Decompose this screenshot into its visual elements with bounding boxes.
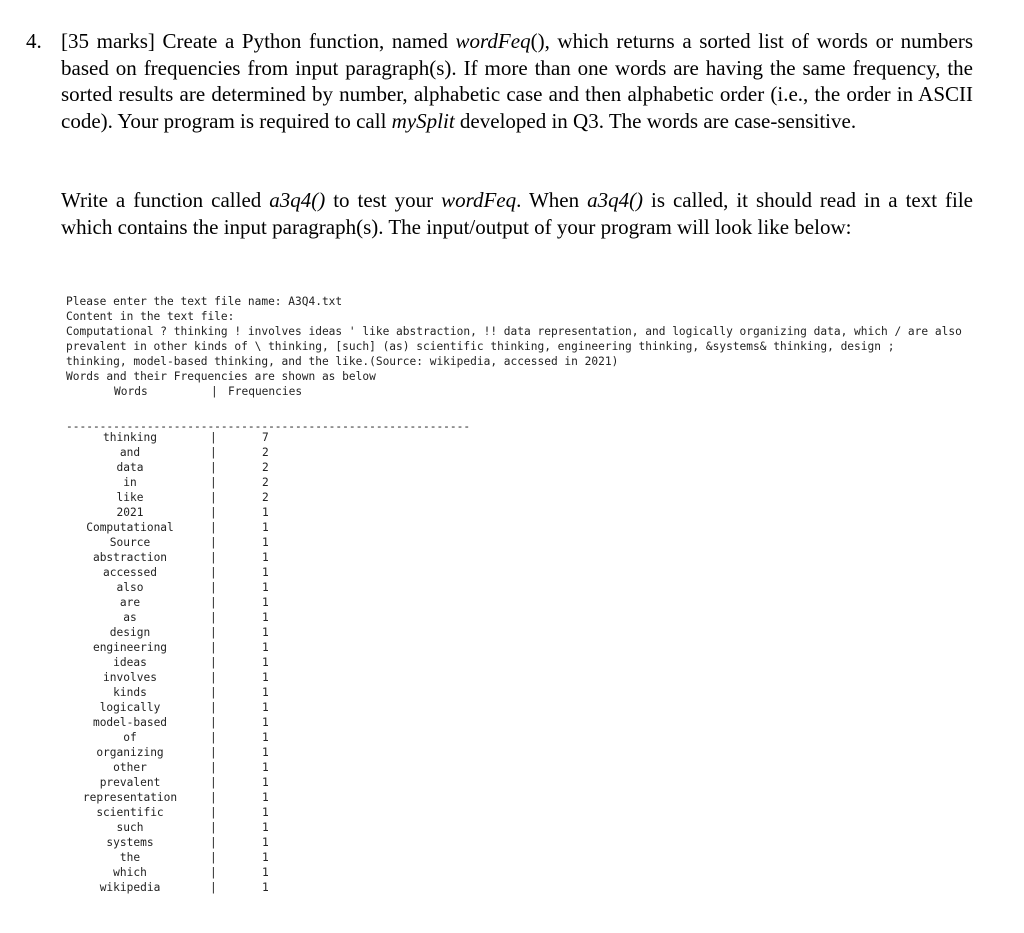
- word-cell: wikipedia: [99, 881, 161, 894]
- word-cell: design: [109, 626, 151, 639]
- frequency-cell: 1: [262, 581, 269, 594]
- prompt-line: Please enter the text file name: A3Q4.txt: [66, 295, 343, 308]
- column-separator: |: [210, 596, 217, 609]
- column-separator: |: [210, 656, 217, 669]
- frequency-cell: 1: [262, 536, 269, 549]
- word-cell: data: [116, 461, 144, 474]
- word-cell: are: [119, 596, 141, 609]
- word-cell: other: [113, 761, 147, 774]
- word-cell: organizing: [96, 746, 164, 759]
- column-separator: |: [210, 446, 217, 459]
- column-separator: |: [210, 701, 217, 714]
- column-separator: |: [210, 461, 217, 474]
- word-cell: also: [116, 581, 144, 594]
- column-separator: |: [210, 881, 217, 894]
- column-separator: |: [210, 776, 217, 789]
- word-cell: the: [119, 851, 141, 864]
- frequency-cell: 7: [262, 431, 269, 444]
- word-cell: involves: [103, 671, 157, 684]
- column-separator: |: [210, 686, 217, 699]
- word-cell: logically: [99, 701, 161, 714]
- code-identifier: mySplit: [391, 108, 455, 133]
- column-separator: |: [210, 836, 217, 849]
- word-cell: of: [123, 731, 137, 744]
- word-cell: representation: [82, 791, 178, 804]
- words-intro: Words and their Frequencies are shown as below: [66, 370, 376, 383]
- word-cell: like: [116, 491, 144, 504]
- paragraph-text: . When: [516, 188, 588, 212]
- question-paragraph-2: [61, 187, 973, 240]
- word-cell: scientific: [96, 806, 164, 819]
- frequency-cell: 1: [262, 671, 269, 684]
- header-frequencies: Frequencies: [228, 385, 303, 398]
- frequency-cell: 1: [262, 791, 269, 804]
- frequency-cell: 1: [262, 851, 269, 864]
- paragraph-text: [35 marks] Create a Python function, named: [61, 29, 456, 53]
- word-cell: 2021: [116, 506, 144, 519]
- header-separator: |: [211, 385, 218, 398]
- column-separator: |: [210, 536, 217, 549]
- word-cell: abstraction: [92, 551, 168, 564]
- word-cell: as: [123, 611, 137, 624]
- word-cell: which: [113, 866, 147, 879]
- column-separator: |: [210, 491, 217, 504]
- frequency-cell: 1: [262, 596, 269, 609]
- file-content-line-2: thinking, model-based thinking, and the like.(Source: wikipedia, accessed in 2021): [66, 355, 619, 368]
- word-cell: such: [116, 821, 144, 834]
- frequency-cell: 1: [262, 776, 269, 789]
- frequency-cell: 2: [262, 446, 269, 459]
- frequency-cell: 1: [262, 731, 269, 744]
- paragraph-text: to test your: [325, 188, 442, 212]
- code-identifier: wordFeq: [441, 188, 517, 212]
- frequency-cell: 2: [262, 461, 269, 474]
- column-separator: |: [210, 506, 217, 519]
- frequency-cell: 1: [262, 551, 269, 564]
- column-separator: |: [210, 431, 217, 444]
- column-separator: |: [210, 521, 217, 534]
- word-cell: prevalent: [99, 776, 161, 789]
- word-cell: systems: [106, 836, 154, 849]
- frequency-cell: 1: [262, 566, 269, 579]
- column-separator: |: [210, 641, 217, 654]
- frequency-cell: 1: [262, 506, 269, 519]
- word-cell: model-based: [92, 716, 168, 729]
- column-separator: |: [210, 716, 217, 729]
- frequency-cell: 2: [262, 491, 269, 504]
- program-output: [66, 294, 976, 894]
- column-separator: |: [210, 671, 217, 684]
- frequency-cell: 1: [262, 656, 269, 669]
- paragraph-text: (), which returns a sorted list of words or numbers based on frequencies from input paragraph(s). If more than one words are having the same frequency, the sorted results are determined by number, alphabetic case and then alphabetic order (i.e., the order in ASCII code). Your program is required to call: [61, 29, 974, 133]
- word-cell: engineering: [92, 641, 168, 654]
- column-separator: |: [210, 611, 217, 624]
- question-number: 4.: [26, 29, 42, 53]
- frequency-cell: 1: [262, 641, 269, 654]
- paragraph-text: is called, it should read in a text file which contains the input paragraph(s). The input/output of your program will look like below:: [61, 188, 974, 239]
- column-separator: |: [210, 821, 217, 834]
- code-identifier: a3q4(): [269, 188, 326, 212]
- column-separator: |: [210, 581, 217, 594]
- column-separator: |: [210, 551, 217, 564]
- column-separator: |: [210, 761, 217, 774]
- table-header: [66, 384, 976, 399]
- frequency-cell: 1: [262, 821, 269, 834]
- frequency-cell: 1: [262, 836, 269, 849]
- divider-dashes: ------------------------------------------------------------: [66, 420, 471, 433]
- frequency-cell: 1: [262, 761, 269, 774]
- code-identifier: a3q4(): [587, 188, 644, 212]
- column-separator: |: [210, 731, 217, 744]
- word-cell: Source: [109, 536, 151, 549]
- column-separator: |: [210, 476, 217, 489]
- word-cell: kinds: [113, 686, 147, 699]
- frequency-cell: 1: [262, 866, 269, 879]
- word-cell: accessed: [103, 566, 157, 579]
- column-separator: |: [210, 806, 217, 819]
- paragraph-text: Write a function called: [61, 188, 270, 212]
- column-separator: |: [210, 566, 217, 579]
- frequency-cell: 1: [262, 701, 269, 714]
- question-paragraph-1: [61, 28, 973, 134]
- frequency-cell: 1: [262, 611, 269, 624]
- frequency-cell: 1: [262, 626, 269, 639]
- frequency-cell: 1: [262, 746, 269, 759]
- word-cell: thinking: [103, 431, 157, 444]
- header-words: Words: [114, 385, 148, 398]
- code-identifier: wordFeq: [455, 29, 531, 53]
- word-cell: ideas: [113, 656, 147, 669]
- frequency-cell: 1: [262, 881, 269, 894]
- word-cell: and: [119, 446, 141, 459]
- frequency-cell: 1: [262, 686, 269, 699]
- content-label: Content in the text file:: [66, 310, 235, 323]
- frequency-cell: 1: [262, 806, 269, 819]
- frequency-cell: 1: [262, 716, 269, 729]
- word-cell: in: [123, 476, 137, 489]
- frequency-cell: 1: [262, 521, 269, 534]
- paragraph-text: developed in Q3. The words are case-sensitive.: [454, 108, 857, 133]
- word-cell: Computational: [86, 521, 174, 534]
- column-separator: |: [210, 746, 217, 759]
- frequency-cell: 2: [262, 476, 269, 489]
- column-separator: |: [210, 791, 217, 804]
- column-separator: |: [210, 851, 217, 864]
- column-separator: |: [210, 626, 217, 639]
- column-separator: |: [210, 866, 217, 879]
- file-content: Computational ? thinking ! involves ideas ' like abstraction, !! data representation, and logically organizing data, which / are also prevalent in other kinds of \ thinking, [such] (as) scientific thinking, engineering thinking, &systems& thinking, design ;: [66, 325, 969, 353]
